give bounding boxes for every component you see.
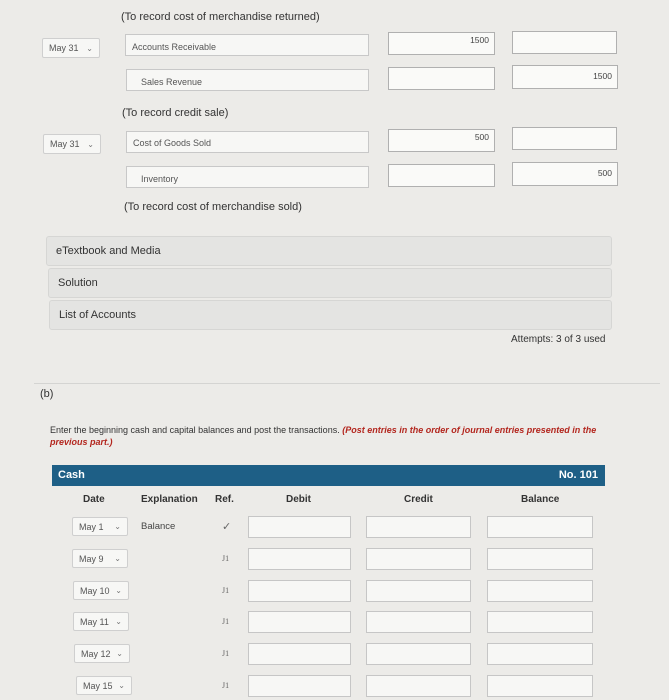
col-header-debit: Debit [286, 494, 311, 505]
solution-panel[interactable] [48, 268, 612, 298]
ledger-row-balance-input[interactable] [487, 675, 593, 697]
col-header-explanation: Explanation [141, 494, 198, 505]
ledger-row-balance-input[interactable] [487, 643, 593, 665]
ledger-account-number: No. 101 [558, 469, 598, 481]
entry1-debit-credit-field[interactable] [512, 31, 617, 54]
chevron-down-icon: ⌄ [86, 43, 93, 53]
ledger-row-date-select[interactable] [73, 612, 129, 631]
ledger-row-date: May 10 [80, 585, 110, 596]
entry1-date-value: May 31 [49, 43, 79, 53]
entry2-credit-debit-field[interactable] [388, 164, 495, 187]
entry1-credit-debit-field[interactable] [388, 67, 495, 90]
caption-cost-sold: (To record cost of merchandise sold) [124, 201, 302, 213]
ledger-row-ref: ✓ [222, 521, 232, 533]
entry1-debit-account[interactable] [125, 34, 369, 56]
ledger-row-ref: J1 [222, 554, 230, 563]
entry1-credit-amount[interactable] [512, 65, 618, 89]
entry1-debit-amount-value: 1500 [470, 35, 489, 45]
col-header-ref: Ref. [215, 494, 234, 505]
ledger-row-credit-input[interactable] [366, 548, 471, 570]
part-b-divider [34, 383, 660, 384]
ledger-row-balance-input[interactable] [487, 548, 593, 570]
ledger-row-balance-input[interactable] [487, 580, 593, 602]
ledger-row-credit-input[interactable] [366, 675, 471, 697]
etextbook-label: eTextbook and Media [56, 245, 161, 257]
ledger-row-debit-input[interactable] [248, 611, 351, 633]
entry1-debit-amount[interactable] [388, 32, 495, 55]
part-b-label: (b) [40, 388, 54, 400]
entry2-credit-account-value: Inventory [141, 174, 179, 184]
ledger-row-ref: J1 [222, 649, 230, 658]
ledger-row-credit-input[interactable] [366, 643, 471, 665]
chevron-down-icon: ⌄ [87, 139, 94, 149]
ledger-row-date: May 9 [79, 553, 104, 564]
chevron-down-icon: ⌄ [115, 617, 122, 626]
entry1-credit-amount-value: 1500 [593, 71, 612, 81]
ledger-row-date: May 1 [79, 521, 104, 532]
ledger-row-date-select[interactable] [72, 549, 128, 568]
entry2-debit-amount-value: 500 [474, 132, 489, 142]
ledger-row-debit-input[interactable] [248, 580, 351, 602]
caption-returned: (To record cost of merchandise returned) [121, 11, 320, 23]
ledger-row-ref: J1 [222, 617, 230, 626]
ledger-row-balance-input[interactable] [487, 516, 593, 538]
entry1-credit-account-value: Sales Revenue [141, 77, 203, 87]
col-header-date: Date [83, 494, 105, 505]
attempts-text: Attempts: 3 of 3 used [511, 334, 606, 345]
entry2-date-select[interactable] [43, 134, 101, 154]
ledger-row-date-select[interactable] [73, 581, 129, 600]
chevron-down-icon: ⌄ [118, 681, 125, 690]
instruction-emphasis: (Post entries in the order of journal entries presented in the previous part.) [50, 425, 597, 447]
entry2-debit-account-value: Cost of Goods Sold [133, 138, 212, 148]
entry2-debit-amount[interactable] [388, 129, 495, 152]
chevron-down-icon: ⌄ [116, 649, 123, 658]
entry1-date-select[interactable] [42, 38, 100, 58]
ledger-row-date-select[interactable] [72, 517, 128, 536]
solution-label: Solution [58, 277, 98, 289]
entry2-credit-amount[interactable] [512, 162, 618, 186]
ledger-row-credit-input[interactable] [366, 580, 471, 602]
ledger-row-date: May 11 [80, 616, 109, 627]
ledger-row-debit-input[interactable] [248, 516, 351, 538]
entry2-debit-account[interactable] [126, 131, 369, 153]
part-b-instruction [50, 424, 610, 448]
ledger-row-ref: J1 [222, 681, 230, 690]
entry2-debit-credit-field[interactable] [512, 127, 617, 150]
entry2-credit-account[interactable] [126, 166, 369, 188]
ledger-row-date: May 15 [83, 680, 113, 691]
list-of-accounts-panel[interactable] [49, 300, 612, 330]
chevron-down-icon: ⌄ [115, 586, 122, 595]
chevron-down-icon: ⌄ [114, 554, 121, 563]
list-of-accounts-label: List of Accounts [59, 309, 137, 321]
entry1-credit-account[interactable] [126, 69, 369, 91]
ledger-row-debit-input[interactable] [248, 675, 351, 697]
etextbook-panel[interactable] [46, 236, 612, 266]
ledger-header-bar [52, 465, 605, 486]
ledger-row-balance-input[interactable] [487, 611, 593, 633]
ledger-account-name: Cash [58, 469, 85, 481]
chevron-down-icon: ⌄ [114, 522, 121, 531]
col-header-credit: Credit [404, 494, 433, 505]
ledger-row-date-select[interactable] [74, 644, 130, 663]
ledger-row-ref: J1 [222, 586, 230, 595]
instruction-text: Enter the beginning cash and capital balances and post the transactions. [50, 425, 340, 435]
ledger-row-date: May 12 [81, 648, 111, 659]
ledger-row-date-select[interactable] [76, 676, 132, 695]
entry1-debit-account-value: Accounts Receivable [132, 42, 217, 52]
ledger-row-debit-input[interactable] [248, 548, 351, 570]
ledger-row-credit-input[interactable] [366, 516, 471, 538]
caption-credit-sale: (To record credit sale) [122, 107, 229, 119]
entry2-date-value: May 31 [50, 139, 80, 149]
ledger-row-credit-input[interactable] [366, 611, 471, 633]
entry2-credit-amount-value: 500 [597, 168, 612, 178]
ledger-row-explanation: Balance [141, 521, 176, 532]
ledger-row-debit-input[interactable] [248, 643, 351, 665]
col-header-balance: Balance [521, 494, 560, 505]
